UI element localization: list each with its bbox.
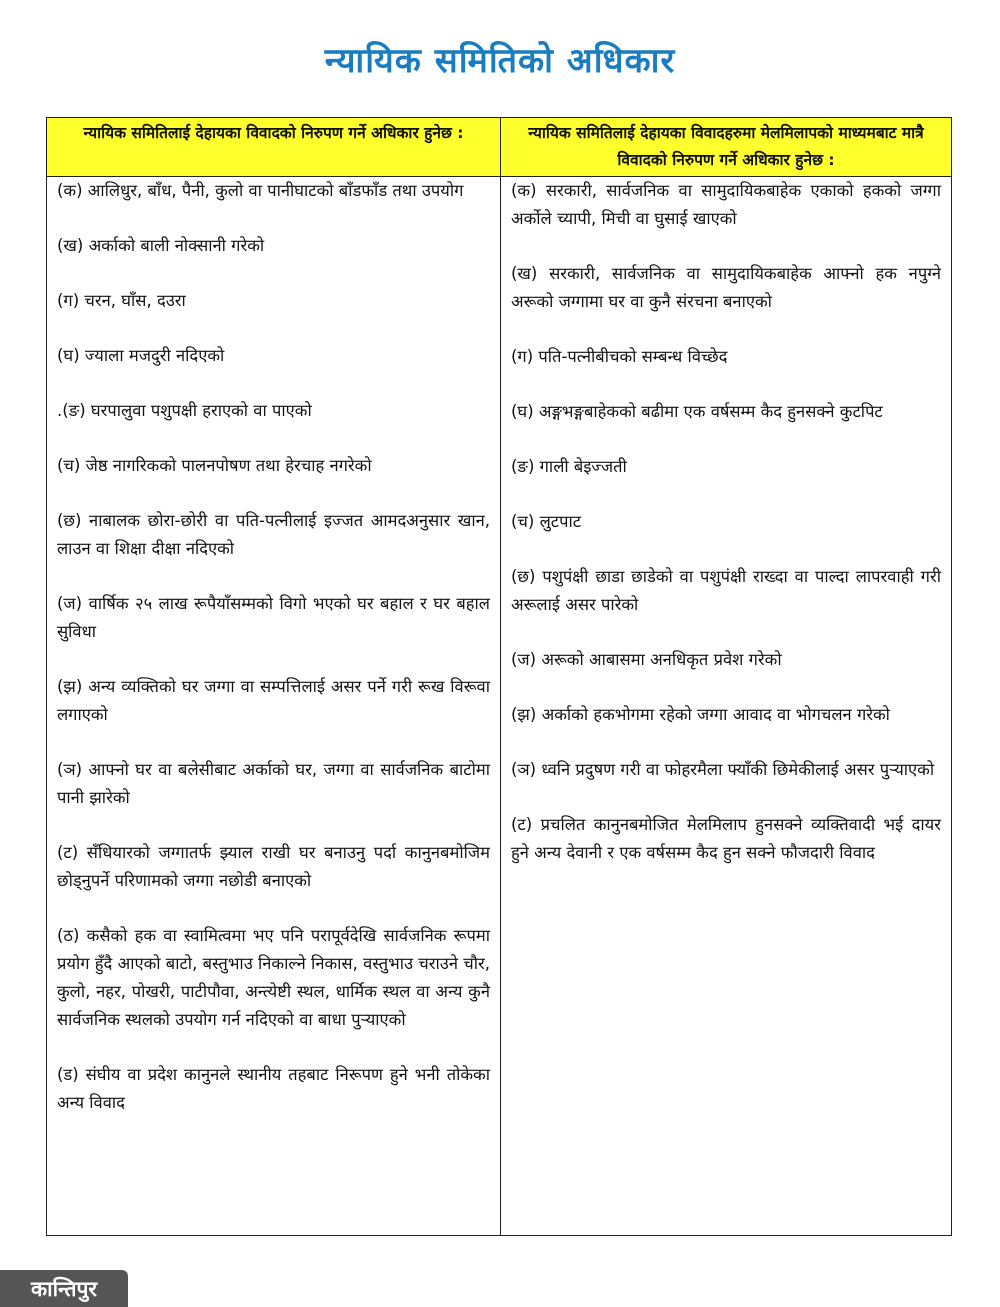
list-item: (ख) सरकारी, सार्वजनिक वा सामुदायिकबाहेक आफ्नो हक नपुग्ने अरूको जग्गामा घर वा कुनै संरचना बनाएको xyxy=(511,264,941,311)
list-item: (झ) अन्य व्यक्तिको घर जग्गा वा सम्पत्तिलाई असर पर्ने गरी रूख विरूवा लगाएको xyxy=(57,677,490,724)
list-item: (ङ) गाली बेइज्जती xyxy=(511,457,627,476)
list-item: (क) सरकारी, सार्वजनिक वा सामुदायिकबाहेक एकाको हकको जग्गा अर्कोले च्यापी, मिची वा घुसाई खाएको xyxy=(511,181,941,228)
list-item: (झ) अर्काको हकभोगमा रहेको जग्गा आवाद वा भोगचलन गरेको xyxy=(511,705,890,724)
list-item: (च) जेष्ठ नागरिकको पालनपोषण तथा हेरचाह नगरेको xyxy=(57,456,372,475)
page-title: न्यायिक समितिको अधिकार xyxy=(324,41,676,81)
list-item: (ग) पति-पत्नीबीचको सम्बन्ध विच्छेद xyxy=(511,347,728,366)
left-column-cell xyxy=(47,177,501,1236)
column-header-right: न्यायिक समितिलाई देहायका विवादहरुमा मेलमिलापको माध्यमबाट मात्रै विवादको निरुपण गर्ने अधिकार हुनेछ : xyxy=(501,118,952,177)
kantipur-logo: कान्तिपुर xyxy=(0,1270,128,1307)
list-item: (ज) वार्षिक २५ लाख रूपैयाँसम्मको विगो भएको घर बहाल र घर बहाल सुविधा xyxy=(57,594,490,641)
list-item: (ट) प्रचलित कानुनबमोजित मेलमिलाप हुनसक्ने व्यक्तिवादी भई दायर हुने अन्य देवानी र एक वर्षसम्म कैद हुन सक्ने फौजदारी विवाद xyxy=(511,815,941,862)
list-item: (घ) अङ्गभङ्गबाहेकको बढीमा एक वर्षसम्म कैद हुनसक्ने कुटपिट xyxy=(511,402,883,421)
list-item: (छ) नाबालक छोरा-छोरी वा पति-पत्नीलाई इज्जत आमदअनुसार खान, लाउन वा शिक्षा दीक्षा नदिएको xyxy=(57,511,490,558)
list-item: (च) लुटपाट xyxy=(511,512,582,531)
authority-table xyxy=(46,117,952,1236)
list-item: (ख) अर्काको बाली नोक्सानी गरेको xyxy=(57,236,265,255)
list-item: (ट) सँधियारको जग्गातर्फ झ्याल राखी घर बनाउनु पर्दा कानुनबमोजिम छोड्नुपर्ने परिणामको जग्गा नछोडी बनाएको xyxy=(57,843,490,890)
table-body-row xyxy=(47,177,952,1236)
list-item: (ठ) कसैको हक वा स्वामित्वमा भए पनि परापूर्वदेखि सार्वजनिक रूपमा प्रयोग हुँदै आएको बाटो, बस्तुभाउ निकाल्ने निकास, वस्तुभाउ चराउने चौर, कुलो, नहर, पोखरी, पाटीपौवा, अन्त्येष्टी स्थल, धार्मिक स्थल वा अन्य कुनै सार्वजनिक स्थलको उपयोग गर्न नदिएको वा बाधा पुर्‍याएको xyxy=(57,926,490,1029)
right-column-cell xyxy=(501,177,952,1236)
list-item: (घ) ज्याला मजदुरी नदिएको xyxy=(57,346,225,365)
column-header-left: न्यायिक समितिलाई देहायका विवादको निरुपण गर्ने अधिकार हुनेछ : xyxy=(47,118,501,177)
list-item: (ज) अरूको आबासमा अनधिकृत प्रवेश गरेको xyxy=(511,650,782,669)
list-item: .(ङ) घरपालुवा पशुपक्षी हराएको वा पाएको xyxy=(57,401,312,420)
list-item: (क) आलिधुर, बाँध, पैनी, कुलो वा पानीघाटको बाँडफाँड तथा उपयोग xyxy=(57,181,464,200)
list-item: (ञ) ध्वनि प्रदुषण गरी वा फोहरमैला फ्याँकी छिमेकीलाई असर पुर्‍याएको xyxy=(511,760,935,779)
list-item: (छ) पशुपंक्षी छाडा छाडेको वा पशुपंक्षी राख्दा वा पाल्दा लापरवाही गरी अरूलाई असर पारेको xyxy=(511,567,941,614)
list-item: (ग) चरन, घाँस, दउरा xyxy=(57,291,186,310)
list-item: (ड) संघीय वा प्रदेश कानुनले स्थानीय तहबाट निरूपण हुने भनी तोकेका अन्य विवाद xyxy=(57,1065,490,1112)
list-item: (ञ) आफ्नो घर वा बलेसीबाट अर्काको घर, जग्गा वा सार्वजनिक बाटोमा पानी झारेको xyxy=(57,760,490,807)
table-header-row xyxy=(47,118,952,177)
